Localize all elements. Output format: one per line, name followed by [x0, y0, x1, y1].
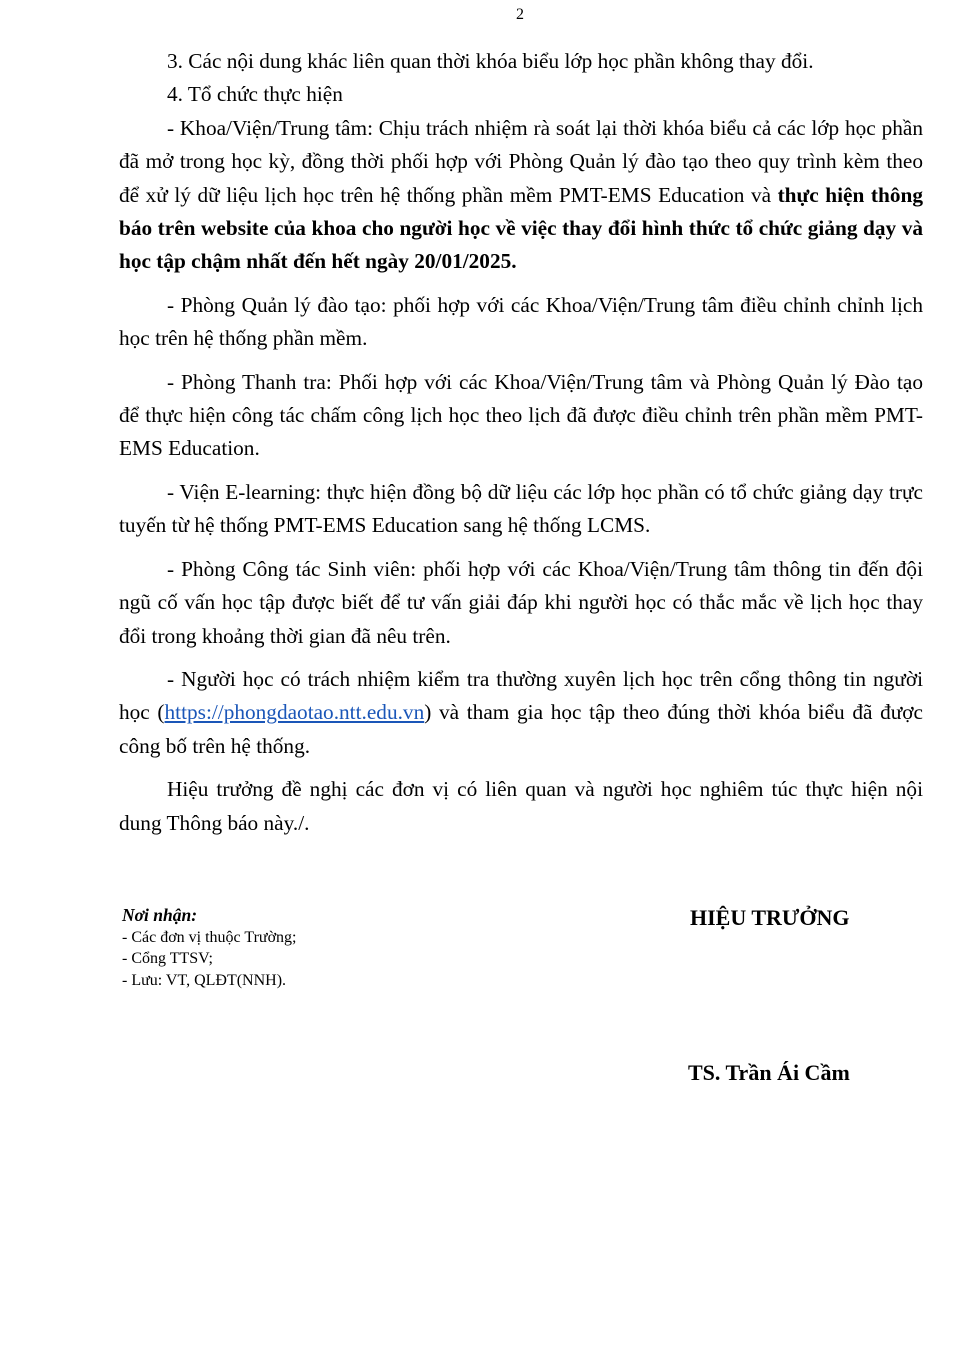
paragraph-faculty-duty: [119, 112, 923, 279]
recipient-item: - Lưu: VT, QLĐT(NNH).: [122, 971, 287, 989]
students-text-tail: ) và tham gia học tập theo đúng thời khóa biểu đã được công bố trên hệ thống.: [119, 700, 924, 758]
paragraph-item-3: 3. Các nội dung khác liên quan thời khóa biểu lớp học phần không thay đổi.: [167, 49, 814, 73]
faculty-duty-text: - Khoa/Viện/Trung tâm: Chịu trách nhiệm rà soát lại thời khóa biểu cả các lớp học phần đã mở trong học kỳ, đồng thời phối hợp với Phòng Quản lý đào tạo theo quy trình kèm theo để xử lý dữ liệu lịch học trên hệ thống phần mềm PMT-EMS Education và: [119, 115, 923, 207]
paragraph-students: [119, 663, 923, 763]
students-text: - Người học có trách nhiệm kiểm tra thường xuyên lịch học trên cổng thông tin người học (: [119, 666, 923, 725]
recipients-block: [122, 905, 296, 991]
paragraph-inspection-office: - Phòng Thanh tra: Phối hợp với các Khoa/Viện/Trung tâm và Phòng Quản lý Đào tạo để thực hiện công tác chấm công lịch học theo lịch đã được điều chỉnh trên phần mềm PMT-EMS Education.: [119, 369, 923, 461]
paragraph-student-affairs: - Phòng Công tác Sinh viên: phối hợp với các Khoa/Viện/Trung tâm thông tin đến đội ngũ cố vấn học tập được biết để tư vấn giải đáp khi người học có thắc mắc về lịch học thay đổi trong khoảng thời gian đã nêu trên.: [119, 556, 923, 648]
document-body: [119, 45, 923, 840]
recipient-item: - Các đơn vị thuộc Trường;: [122, 928, 297, 946]
paragraph-closing: Hiệu trưởng đề nghị các đơn vị có liên quan và người học nghiêm túc thực hiện nội dung Thông báo này./.: [119, 777, 923, 835]
paragraph-elearning: - Viện E-learning: thực hiện đồng bộ dữ liệu các lớp học phần có tổ chức giảng dạy trực tuyến từ hệ thống PMT-EMS Education sang hệ thống LCMS.: [119, 479, 923, 538]
page-number: 2: [516, 6, 524, 23]
recipients-title: Nơi nhận:: [122, 905, 198, 925]
recipient-item: - Cổng TTSV;: [122, 950, 213, 967]
portal-link[interactable]: https://phongdaotao.ntt.edu.vn: [164, 700, 425, 725]
paragraph-training-office: - Phòng Quản lý đào tạo: phối hợp với các Khoa/Viện/Trung tâm điều chỉnh chỉnh lịch học trên hệ thống phần mềm.: [119, 292, 923, 351]
paragraph-item-4: 4. Tổ chức thực hiện: [167, 82, 343, 107]
signature-title: HIỆU TRƯỞNG: [690, 905, 850, 930]
faculty-duty-bold-text: thực hiện thông báo trên website của khoa cho người học về việc thay đổi hình thức tổ chức giảng dạy và học tập chậm nhất đến hết ngày 20/01/2025.: [119, 182, 923, 274]
signer-name: TS. Trần Ái Cầm: [688, 1060, 850, 1085]
